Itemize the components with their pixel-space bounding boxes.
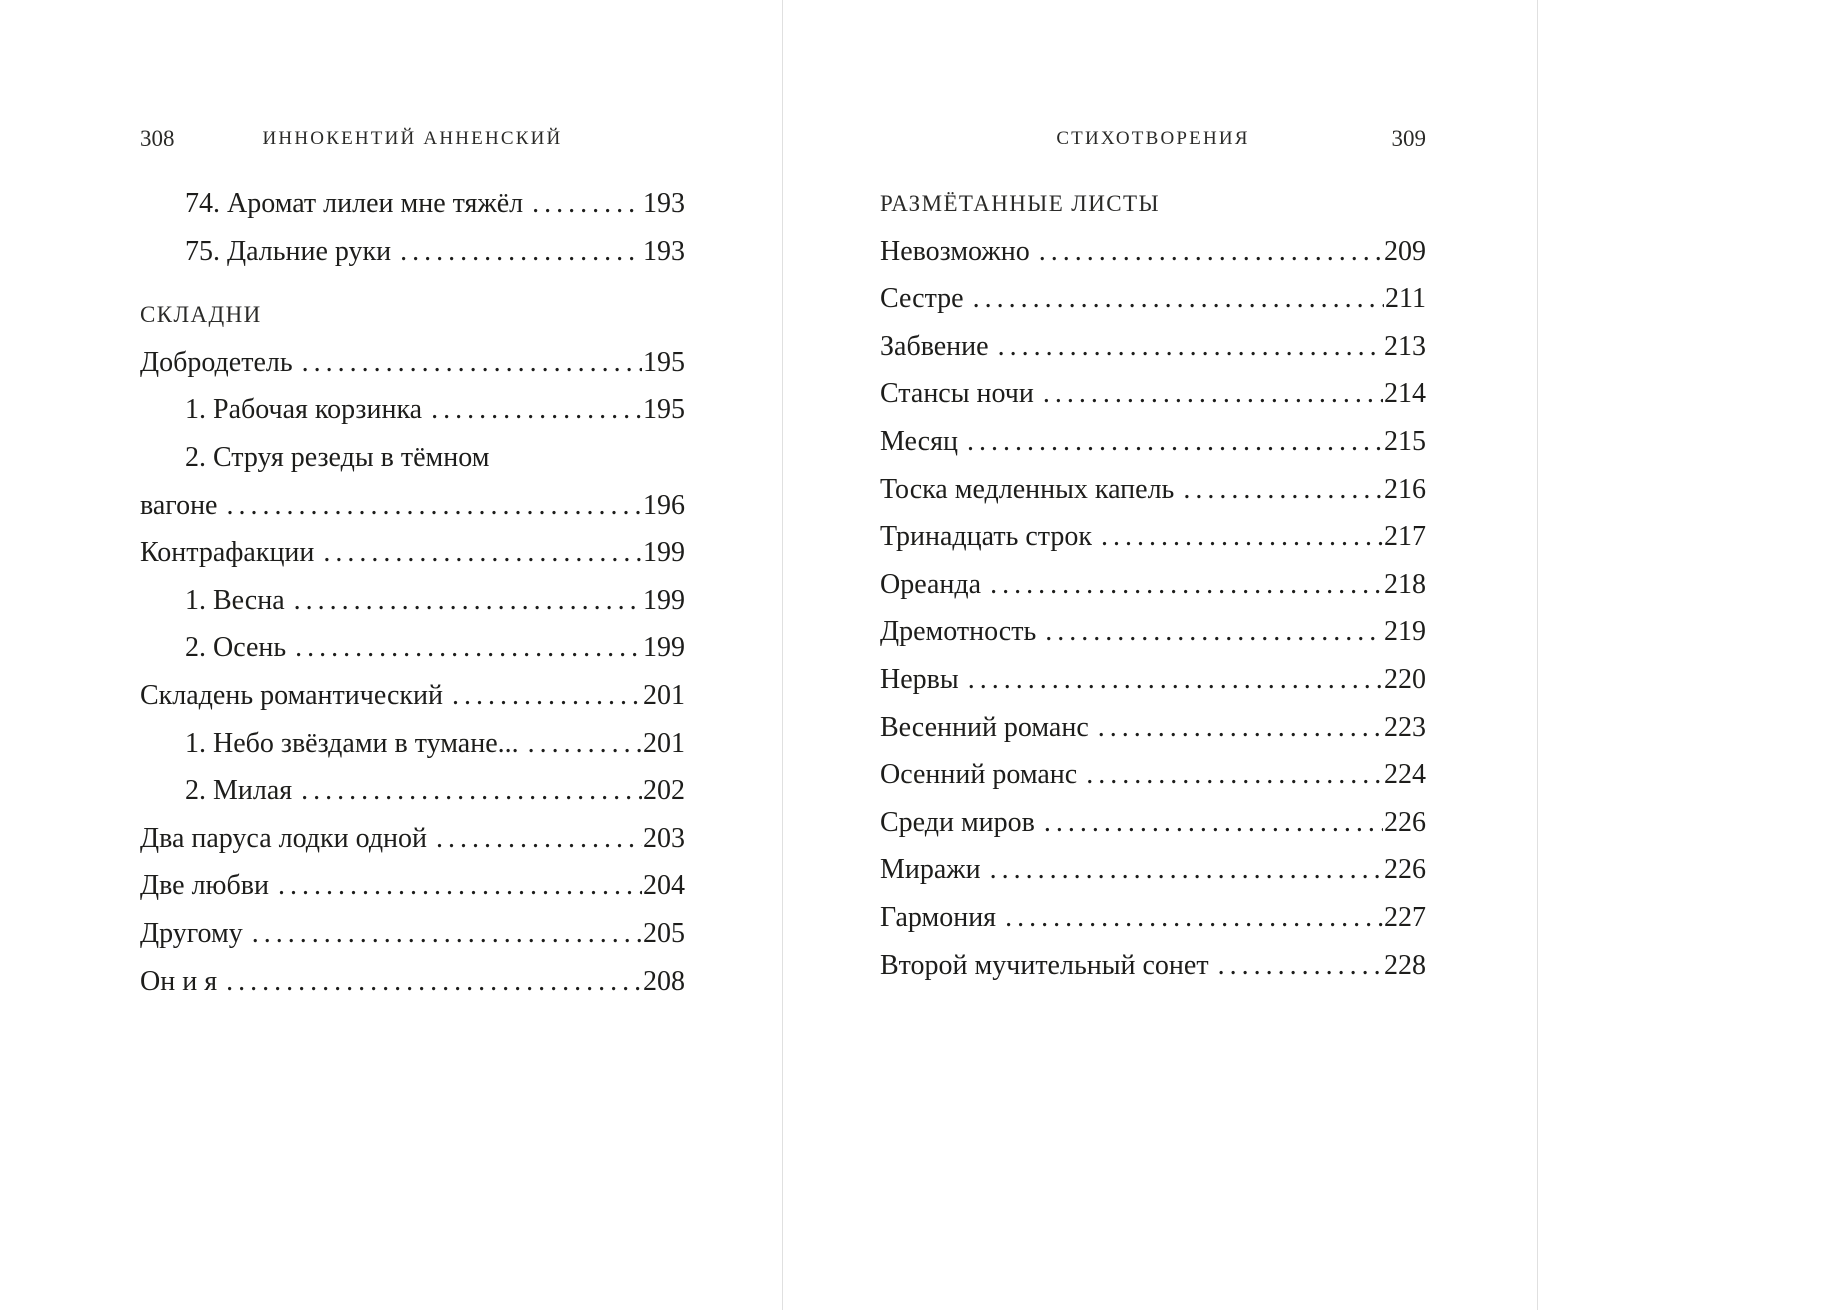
dot-leader: [301, 767, 642, 815]
toc-entry-page-number: 201: [643, 679, 685, 711]
toc-entry-page-number: 195: [643, 346, 685, 378]
toc-entry-title: Гармония: [880, 901, 997, 933]
toc-entry: [880, 275, 1426, 323]
toc-entry: [140, 720, 685, 768]
page-number-left: 308: [140, 126, 175, 151]
toc-entry: [880, 418, 1426, 466]
dot-leader: [431, 386, 642, 434]
toc-entry-page-number: 223: [1384, 711, 1426, 743]
dot-leader: [532, 180, 642, 228]
dot-leader: [452, 672, 642, 720]
dot-leader: [302, 339, 642, 387]
toc-entry-title: Забвение: [880, 330, 989, 362]
dot-leader: [278, 862, 642, 910]
page-header-left: [140, 122, 685, 156]
toc-entry-page-number: 211: [1385, 283, 1426, 315]
toc-entry-title: 74. Аромат лилеи мне тяжёл: [185, 188, 524, 219]
toc-entry-page-number: 219: [1384, 616, 1426, 648]
toc-entry-page-number: 226: [1384, 854, 1426, 886]
toc-entry-page-number: 216: [1384, 473, 1426, 505]
toc-entry: [140, 434, 685, 482]
toc-entry: [880, 323, 1426, 371]
toc-entry: [140, 180, 685, 228]
toc-entry-page-number: 205: [643, 917, 685, 949]
dot-leader: [973, 275, 1384, 323]
toc-entry: [880, 704, 1426, 752]
dot-leader: [1005, 894, 1383, 942]
toc-entry: [140, 815, 685, 863]
toc-entry: [140, 958, 685, 1006]
dot-leader: [226, 482, 642, 530]
dot-leader: [998, 323, 1383, 371]
dot-leader: [323, 529, 642, 577]
toc-entry-title: Другому: [140, 917, 243, 949]
dot-leader: [226, 958, 642, 1006]
toc-entry-title: 1. Весна: [185, 584, 285, 616]
toc-entry: [880, 656, 1426, 704]
toc-entry-page-number: 227: [1384, 901, 1426, 933]
toc-entry: [140, 862, 685, 910]
dot-leader: [252, 910, 642, 958]
toc-entry: [140, 767, 685, 815]
toc-entry-page-number: 204: [643, 870, 685, 902]
toc-entry-page-number: 209: [1384, 235, 1426, 267]
dot-leader: [1044, 799, 1383, 847]
toc-entry-title: Стансы ночи: [880, 378, 1034, 410]
toc-entry-title: Второй мучительный сонет: [880, 949, 1209, 981]
toc-entry-title: Дремотность: [880, 616, 1037, 648]
toc-entry-title: Миражи: [880, 854, 981, 886]
page-edge-divider: [1537, 0, 1538, 1310]
dot-leader: [990, 561, 1383, 609]
toc-entry: [880, 228, 1426, 276]
toc-entry: [880, 561, 1426, 609]
toc-entry-page-number: 201: [643, 727, 685, 759]
toc-entry-title: Тринадцать строк: [880, 521, 1092, 553]
toc-entry: [880, 799, 1426, 847]
toc-entry: [140, 228, 685, 276]
toc-entry-title: Весенний романс: [880, 711, 1089, 743]
toc-entry-page-number: 217: [1384, 521, 1426, 553]
dot-leader: [1086, 751, 1383, 799]
toc-entry: [140, 529, 685, 577]
dot-leader: [294, 577, 642, 625]
toc-entry-page-number: 203: [643, 822, 685, 854]
toc-entry-title: Сестре: [880, 283, 964, 315]
toc-entry-page-number: 220: [1384, 663, 1426, 695]
toc-entry: [880, 370, 1426, 418]
toc-entry-title: Осенний романс: [880, 759, 1078, 791]
toc-entry: [880, 942, 1426, 990]
toc-entry-page-number: 228: [1384, 949, 1426, 981]
toc-entry: [140, 577, 685, 625]
dot-leader: [528, 720, 642, 768]
toc-entry-page-number: 215: [1384, 425, 1426, 457]
dot-leader: [436, 815, 642, 863]
toc-entry-title: Месяц: [880, 425, 958, 457]
toc-entry: [880, 846, 1426, 894]
toc-entry-title: Две любви: [140, 870, 269, 902]
dot-leader: [990, 846, 1383, 894]
running-title-right: СТИХОТВОРЕНИЯ: [1056, 128, 1250, 149]
page-left: [140, 0, 685, 1310]
toc-section-heading: [880, 180, 1426, 228]
dot-leader: [400, 228, 642, 276]
toc-entry-page-number: 213: [1384, 330, 1426, 362]
page-number-right: 309: [1391, 126, 1426, 151]
toc-entry: [880, 466, 1426, 514]
toc-entry-title: 2. Струя резеды в тёмном: [185, 441, 490, 473]
toc-entry-title: Складень романтический: [140, 679, 443, 711]
toc-entry: [140, 624, 685, 672]
toc-entry-page-number: 208: [643, 965, 685, 997]
page-header-right: [880, 122, 1426, 156]
toc-entry: [140, 910, 685, 958]
toc-entry-title: Он и я: [140, 965, 218, 997]
toc-entry: [140, 672, 685, 720]
dot-leader: [295, 624, 642, 672]
toc-entry-title: Добродетель: [140, 346, 293, 378]
toc-entry-title: 1. Рабочая корзинка: [185, 394, 423, 426]
toc-entry-page-number: 193: [643, 235, 685, 267]
toc-entry-page-number: 196: [643, 489, 685, 521]
dot-leader: [1045, 608, 1383, 656]
toc-entry-title: 2. Осень: [185, 632, 287, 664]
page-gutter-divider: [782, 0, 783, 1310]
toc-entry-page-number: 214: [1384, 378, 1426, 410]
toc-entry-page-number: 218: [1384, 568, 1426, 600]
toc-entry-page-number: 199: [643, 537, 685, 569]
running-title-left: ИННОКЕНТИЙ АННЕНСКИЙ: [262, 128, 563, 149]
dot-leader: [968, 656, 1383, 704]
dot-leader: [967, 418, 1383, 466]
dot-leader: [1043, 370, 1383, 418]
dot-leader: [1183, 466, 1383, 514]
toc-entry: [140, 386, 685, 434]
toc-entry-page-number: 199: [643, 584, 685, 616]
toc-entry-page-number: 202: [643, 775, 685, 807]
toc-entry-title: вагоне: [140, 489, 218, 521]
toc-entry: [880, 751, 1426, 799]
toc-entry-page-number: 224: [1384, 759, 1426, 791]
toc-section-heading-label: СКЛАДНИ: [140, 302, 262, 328]
toc-list-left: [140, 180, 685, 1005]
dot-leader: [1098, 704, 1383, 752]
toc-entry: [140, 339, 685, 387]
dot-leader: [1039, 228, 1383, 276]
toc-section-heading-label: РАЗМЁТАННЫЕ ЛИСТЫ: [880, 191, 1160, 216]
toc-entry-page-number: 199: [643, 632, 685, 664]
toc-entry-title: Ореанда: [880, 568, 982, 600]
dot-leader: [1101, 513, 1383, 561]
toc-list-right: [880, 180, 1426, 989]
toc-entry-title: Среди миров: [880, 806, 1035, 838]
dot-leader: [1218, 942, 1383, 990]
toc-entry: [880, 513, 1426, 561]
toc-entry-title: 75. Дальние руки: [185, 235, 392, 267]
toc-entry-title: Нервы: [880, 663, 959, 695]
toc-entry-title: Контрафакции: [140, 537, 315, 569]
toc-entry-title: Два паруса лодки одной: [140, 822, 428, 854]
page-right: [880, 0, 1426, 1310]
toc-entry-title: 1. Небо звёздами в тумане...: [185, 727, 519, 759]
toc-entry-title: Тоска медленных капель: [880, 473, 1175, 505]
toc-entry-title: 2. Милая: [185, 775, 293, 807]
toc-entry: [880, 608, 1426, 656]
toc-entry: [880, 894, 1426, 942]
toc-entry-title: Невозможно: [880, 235, 1030, 267]
toc-section-heading: [140, 291, 685, 339]
toc-entry-page-number: 193: [643, 188, 685, 219]
toc-entry-page-number: 195: [643, 394, 685, 426]
toc-entry: [140, 482, 685, 530]
toc-entry-page-number: 226: [1384, 806, 1426, 838]
